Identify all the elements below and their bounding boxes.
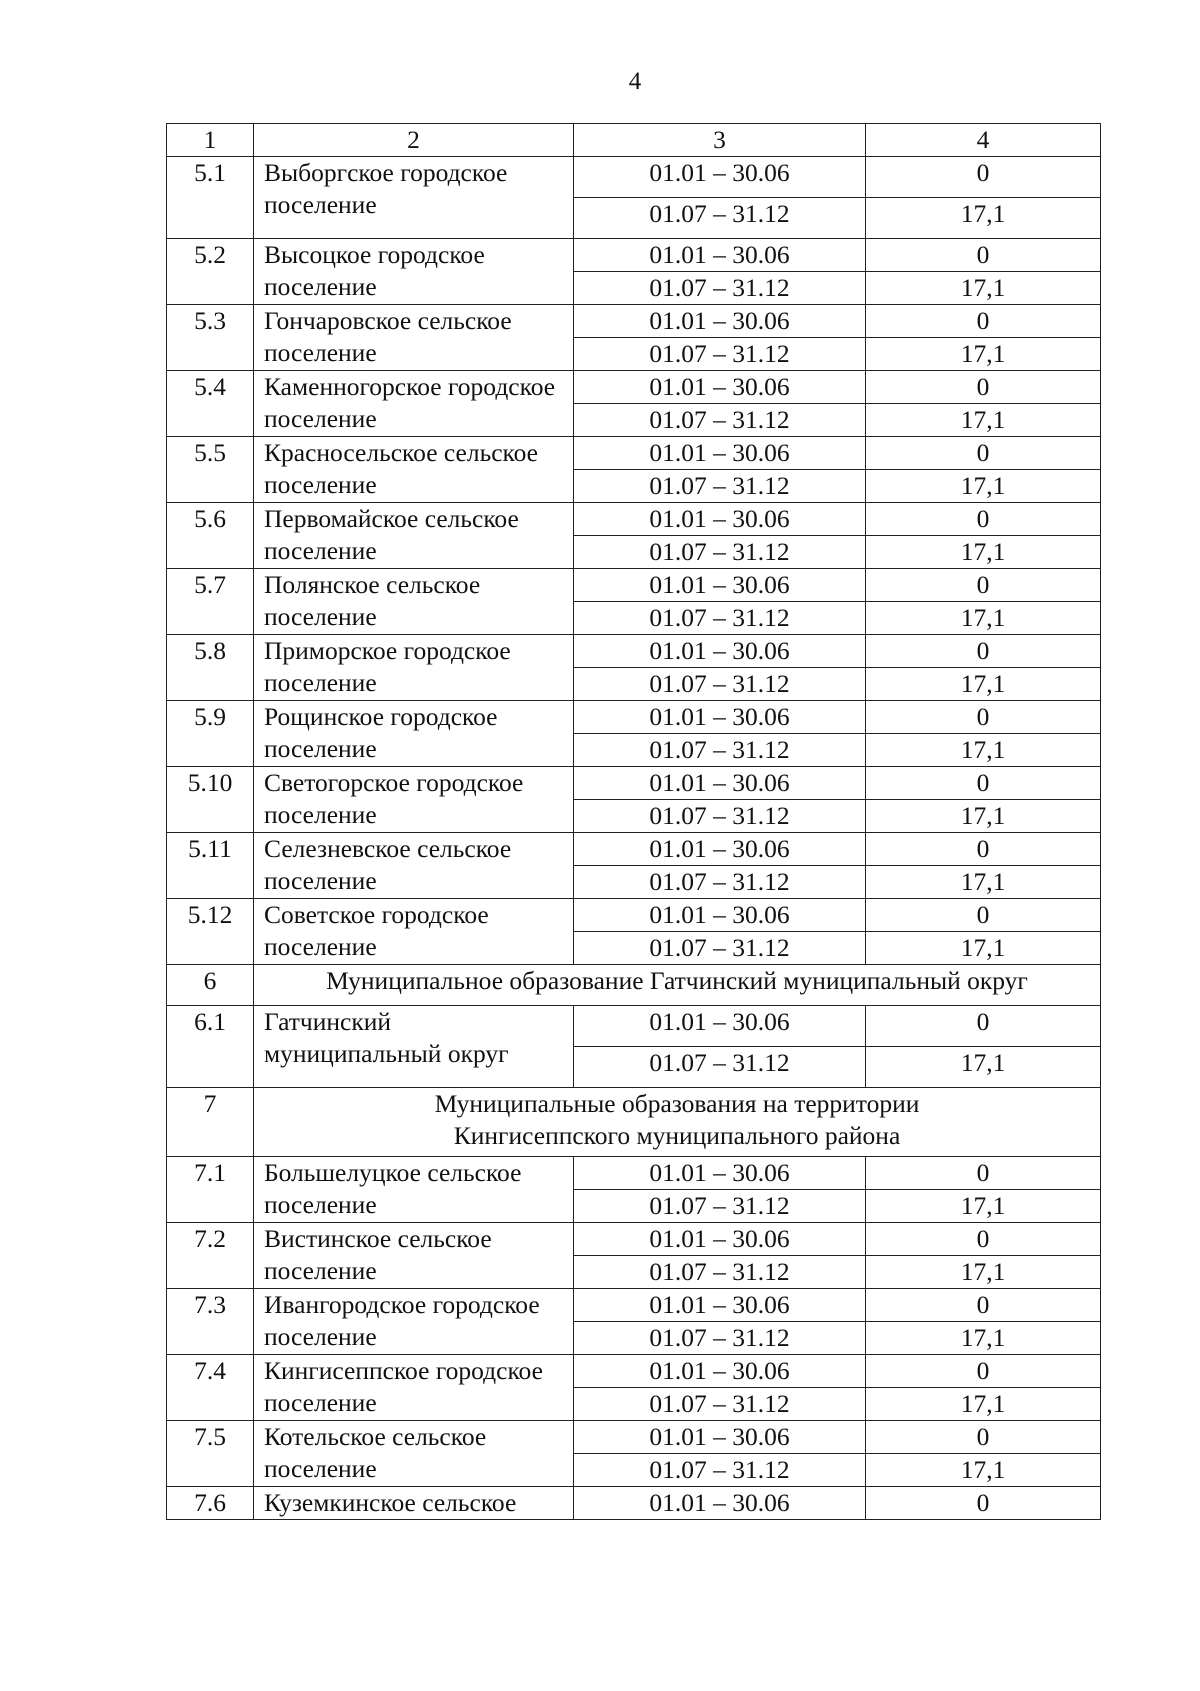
settlement-name: Гатчинский муниципальный округ xyxy=(254,1006,574,1088)
value-cell: 17,1 xyxy=(866,800,1101,833)
table-row xyxy=(167,1355,1101,1388)
period-cell: 01.01 – 30.06 xyxy=(574,1355,866,1388)
period-cell: 01.01 – 30.06 xyxy=(574,1223,866,1256)
value-cell: 17,1 xyxy=(866,404,1101,437)
settlement-name: Гончаровское сельское поселение xyxy=(254,305,574,371)
period-cell: 01.01 – 30.06 xyxy=(574,767,866,800)
value-cell: 0 xyxy=(866,305,1101,338)
value-cell: 0 xyxy=(866,437,1101,470)
row-number: 5.4 xyxy=(167,371,254,437)
section-row xyxy=(167,1088,1101,1157)
value-cell: 0 xyxy=(866,1289,1101,1322)
table-row xyxy=(167,701,1101,734)
period-cell: 01.07 – 31.12 xyxy=(574,1256,866,1289)
period-cell: 01.01 – 30.06 xyxy=(574,635,866,668)
value-cell: 0 xyxy=(866,1006,1101,1047)
row-number: 7.5 xyxy=(167,1421,254,1487)
period-cell: 01.07 – 31.12 xyxy=(574,1322,866,1355)
value-cell: 0 xyxy=(866,899,1101,932)
value-cell: 0 xyxy=(866,371,1101,404)
value-cell: 0 xyxy=(866,239,1101,272)
table-row xyxy=(167,569,1101,602)
value-cell: 17,1 xyxy=(866,338,1101,371)
value-cell: 17,1 xyxy=(866,272,1101,305)
period-cell: 01.07 – 31.12 xyxy=(574,734,866,767)
period-cell: 01.01 – 30.06 xyxy=(574,437,866,470)
settlement-name: Светогорское городское поселение xyxy=(254,767,574,833)
value-cell: 17,1 xyxy=(866,1047,1101,1088)
period-cell: 01.01 – 30.06 xyxy=(574,899,866,932)
value-cell: 0 xyxy=(866,503,1101,536)
row-number: 5.12 xyxy=(167,899,254,965)
table-row xyxy=(167,1157,1101,1190)
period-cell: 01.01 – 30.06 xyxy=(574,701,866,734)
settlement-name: Каменногорское городское поселение xyxy=(254,371,574,437)
period-cell: 01.01 – 30.06 xyxy=(574,1289,866,1322)
header-cell: 4 xyxy=(866,124,1101,157)
value-cell: 0 xyxy=(866,635,1101,668)
period-cell: 01.07 – 31.12 xyxy=(574,668,866,701)
row-number: 5.8 xyxy=(167,635,254,701)
page-number: 4 xyxy=(628,68,642,95)
row-number: 5.2 xyxy=(167,239,254,305)
value-cell: 17,1 xyxy=(866,734,1101,767)
settlement-name: Первомайское сельское поселение xyxy=(254,503,574,569)
period-cell: 01.07 – 31.12 xyxy=(574,1454,866,1487)
value-cell: 17,1 xyxy=(866,932,1101,965)
value-cell: 0 xyxy=(866,569,1101,602)
period-cell: 01.01 – 30.06 xyxy=(574,1157,866,1190)
table-row xyxy=(167,1006,1101,1047)
table-row xyxy=(167,767,1101,800)
section-number: 7 xyxy=(167,1088,254,1157)
section-title-line: Муниципальные образования на территории xyxy=(434,1089,920,1118)
value-cell: 0 xyxy=(866,1487,1101,1520)
value-cell: 0 xyxy=(866,1421,1101,1454)
row-number: 7.1 xyxy=(167,1157,254,1223)
settlement-name: Выборгское городское поселение xyxy=(254,157,574,239)
period-cell: 01.01 – 30.06 xyxy=(574,1487,866,1520)
value-cell: 17,1 xyxy=(866,536,1101,569)
table-row xyxy=(167,635,1101,668)
period-cell: 01.07 – 31.12 xyxy=(574,1190,866,1223)
period-cell: 01.07 – 31.12 xyxy=(574,404,866,437)
data-table xyxy=(166,123,1101,1520)
period-cell: 01.07 – 31.12 xyxy=(574,932,866,965)
table-row xyxy=(167,1223,1101,1256)
table-row xyxy=(167,239,1101,272)
value-cell: 0 xyxy=(866,157,1101,198)
period-cell: 01.01 – 30.06 xyxy=(574,833,866,866)
table-row xyxy=(167,1487,1101,1520)
value-cell: 17,1 xyxy=(866,470,1101,503)
settlement-name: Селезневское сельское поселение xyxy=(254,833,574,899)
value-cell: 0 xyxy=(866,1355,1101,1388)
row-number: 5.6 xyxy=(167,503,254,569)
value-cell: 0 xyxy=(866,833,1101,866)
value-cell: 17,1 xyxy=(866,602,1101,635)
period-cell: 01.01 – 30.06 xyxy=(574,569,866,602)
period-cell: 01.07 – 31.12 xyxy=(574,198,866,239)
value-cell: 0 xyxy=(866,1223,1101,1256)
table-row xyxy=(167,503,1101,536)
row-number: 7.4 xyxy=(167,1355,254,1421)
value-cell: 17,1 xyxy=(866,668,1101,701)
value-cell: 17,1 xyxy=(866,1322,1101,1355)
period-cell: 01.07 – 31.12 xyxy=(574,800,866,833)
row-number: 5.7 xyxy=(167,569,254,635)
value-cell: 17,1 xyxy=(866,866,1101,899)
row-number: 5.3 xyxy=(167,305,254,371)
value-cell: 17,1 xyxy=(866,198,1101,239)
settlement-name: Приморское городское поселение xyxy=(254,635,574,701)
section-title: Муниципальное образование Гатчинский муниципальный округ xyxy=(254,965,1101,1006)
settlement-name: Красносельское сельское поселение xyxy=(254,437,574,503)
row-number: 5.10 xyxy=(167,767,254,833)
value-cell: 17,1 xyxy=(866,1454,1101,1487)
value-cell: 17,1 xyxy=(866,1190,1101,1223)
period-cell: 01.07 – 31.12 xyxy=(574,272,866,305)
table-header-row xyxy=(167,124,1101,157)
settlement-name: Кингисеппское городское поселение xyxy=(254,1355,574,1421)
settlement-name: Рощинское городское поселение xyxy=(254,701,574,767)
value-cell: 17,1 xyxy=(866,1388,1101,1421)
value-cell: 0 xyxy=(866,1157,1101,1190)
period-cell: 01.01 – 30.06 xyxy=(574,1006,866,1047)
table-row xyxy=(167,1289,1101,1322)
table-row xyxy=(167,305,1101,338)
period-cell: 01.01 – 30.06 xyxy=(574,305,866,338)
period-cell: 01.07 – 31.12 xyxy=(574,866,866,899)
period-cell: 01.01 – 30.06 xyxy=(574,239,866,272)
row-number: 6.1 xyxy=(167,1006,254,1088)
table-row xyxy=(167,371,1101,404)
row-number: 7.6 xyxy=(167,1487,254,1520)
row-number: 5.1 xyxy=(167,157,254,239)
header-cell: 2 xyxy=(254,124,574,157)
table-row xyxy=(167,157,1101,198)
section-title-line: Кингисеппского муниципального района xyxy=(453,1121,901,1150)
value-cell: 0 xyxy=(866,767,1101,800)
settlement-name: Ивангородское городское поселение xyxy=(254,1289,574,1355)
row-number: 5.5 xyxy=(167,437,254,503)
period-cell: 01.07 – 31.12 xyxy=(574,602,866,635)
table-row xyxy=(167,1421,1101,1454)
table-row xyxy=(167,899,1101,932)
settlement-name: Котельское сельское поселение xyxy=(254,1421,574,1487)
settlement-name: Высоцкое городское поселение xyxy=(254,239,574,305)
section-row xyxy=(167,965,1101,1006)
value-cell: 0 xyxy=(866,701,1101,734)
section-title xyxy=(254,1088,1101,1157)
settlement-name: Куземкинское сельское xyxy=(254,1487,574,1520)
header-cell: 3 xyxy=(574,124,866,157)
period-cell: 01.07 – 31.12 xyxy=(574,1388,866,1421)
table-row xyxy=(167,833,1101,866)
settlement-name: Полянское сельское поселение xyxy=(254,569,574,635)
row-number: 5.11 xyxy=(167,833,254,899)
table-row xyxy=(167,437,1101,470)
period-cell: 01.07 – 31.12 xyxy=(574,470,866,503)
settlement-name: Большелуцкое сельское поселение xyxy=(254,1157,574,1223)
value-cell: 17,1 xyxy=(866,1256,1101,1289)
period-cell: 01.07 – 31.12 xyxy=(574,536,866,569)
row-number: 5.9 xyxy=(167,701,254,767)
settlement-name: Советское городское поселение xyxy=(254,899,574,965)
period-cell: 01.01 – 30.06 xyxy=(574,371,866,404)
row-number: 7.3 xyxy=(167,1289,254,1355)
row-number: 7.2 xyxy=(167,1223,254,1289)
header-cell: 1 xyxy=(167,124,254,157)
section-number: 6 xyxy=(167,965,254,1006)
period-cell: 01.01 – 30.06 xyxy=(574,1421,866,1454)
period-cell: 01.07 – 31.12 xyxy=(574,1047,866,1088)
settlement-name: Вистинское сельское поселение xyxy=(254,1223,574,1289)
period-cell: 01.07 – 31.12 xyxy=(574,338,866,371)
period-cell: 01.01 – 30.06 xyxy=(574,157,866,198)
period-cell: 01.01 – 30.06 xyxy=(574,503,866,536)
